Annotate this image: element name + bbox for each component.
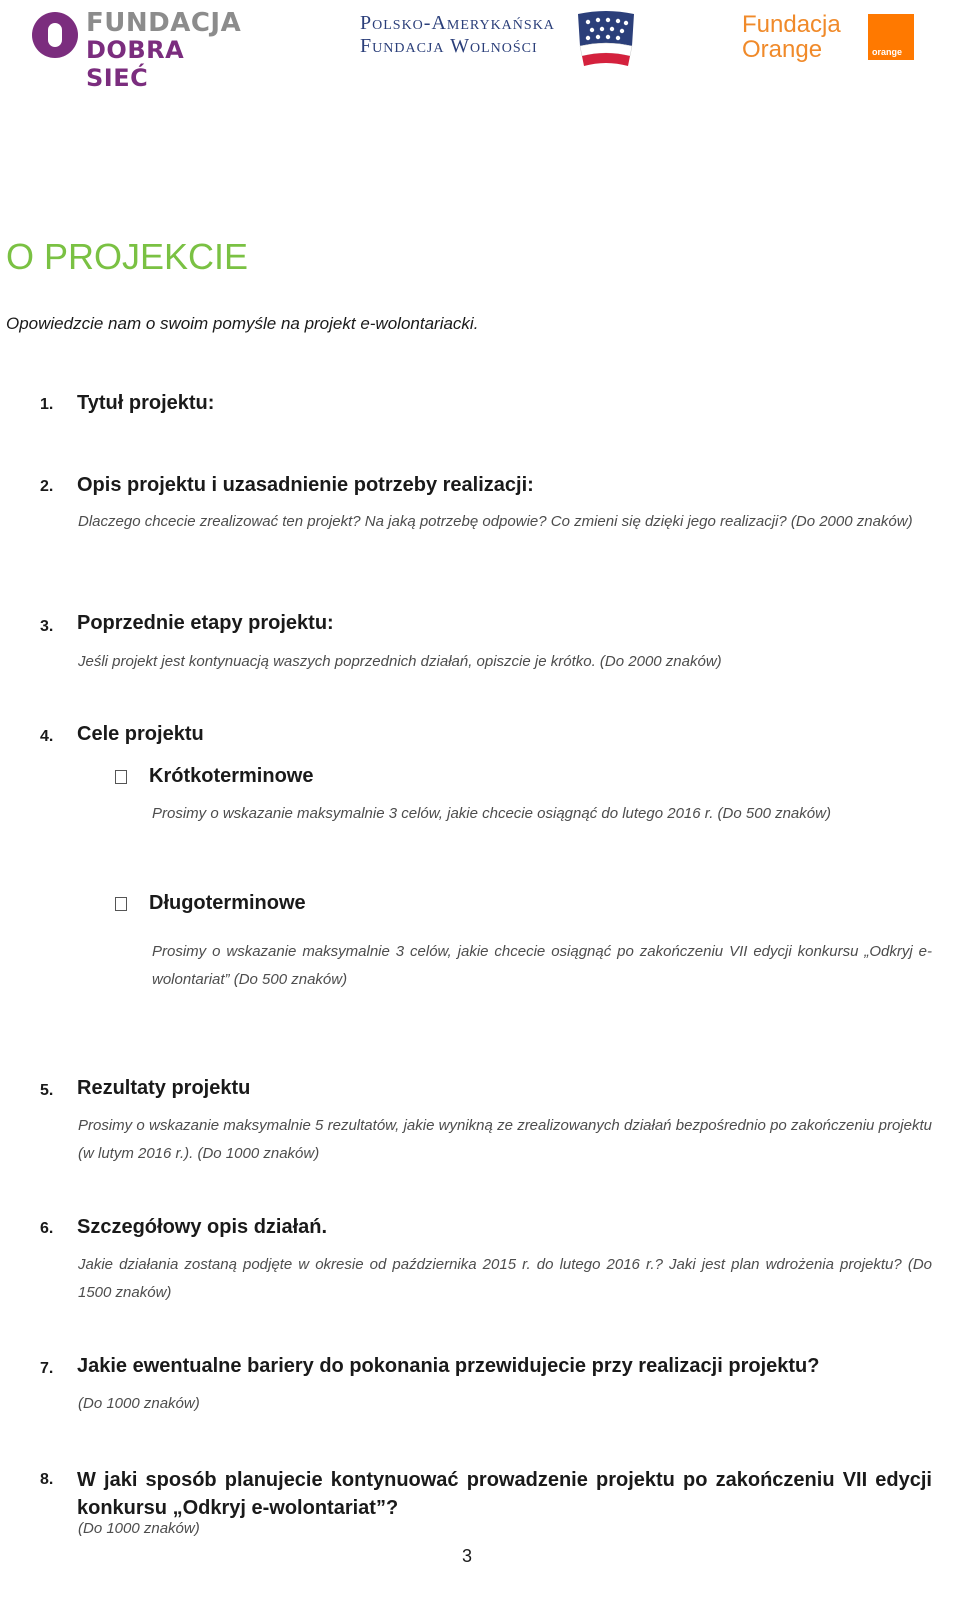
pafw-flag-icon bbox=[572, 10, 640, 68]
logo-dobra-line1: FUNDACJA bbox=[86, 8, 242, 38]
question-title: W jaki sposób planujecie kontynuować prowadzenie projektu po zakończeniu VII edycji konkursu „Odkryj e-wolontariat”? bbox=[77, 1469, 932, 1519]
question-hint: (Do 1000 znaków) bbox=[78, 1520, 200, 1537]
subgoal-hint: Prosimy o wskazanie maksymalnie 3 celów, jakie chcecie osiągnąć do lutego 2016 r. (Do 500 znaków) bbox=[152, 805, 831, 822]
question-title: Cele projektu bbox=[77, 723, 204, 745]
section-title: O PROJEKCIE bbox=[6, 236, 249, 277]
question-title: Jakie ewentualne bariery do pokonania przewidujecie przy realizacji projektu? bbox=[77, 1355, 820, 1377]
page-number: 3 bbox=[462, 1546, 473, 1566]
question-number: 2. bbox=[40, 478, 54, 495]
question-hint: (Do 1000 znaków) bbox=[78, 1395, 200, 1412]
logo-pafw-line1: Polsko-Amerykańska bbox=[360, 12, 555, 34]
question-title: Rezultaty projektu bbox=[77, 1077, 251, 1099]
orange-box-label: orange bbox=[872, 47, 903, 57]
question-number: 3. bbox=[40, 618, 54, 635]
subgoal-title: Krótkoterminowe bbox=[149, 765, 314, 787]
question-title: Opis projektu i uzasadnienie potrzeby realizacji: bbox=[77, 474, 534, 496]
section-intro: Opowiedzcie nam o swoim pomyśle na projekt e-wolontariacki. bbox=[6, 314, 479, 333]
logo-orange-line1: Fundacja bbox=[742, 11, 841, 38]
question-hint: Jakie działania zostaną podjęte w okresie od października 2015 r. do lutego 2016 r.? Jaki jest plan wdrożenia projektu? (Do 1500 znaków) bbox=[78, 1256, 932, 1301]
logo-fundacja-dobra-siec bbox=[32, 8, 242, 92]
question-hint: Jeśli projekt jest kontynuacją waszych poprzednich działań, opiszcie je krótko. (Do 2000 znaków) bbox=[78, 653, 722, 670]
question-hint: Dlaczego chcecie zrealizować ten projekt? Na jaką potrzebę odpowie? Co zmieni się dzięki jego realizacji? (Do 2000 znaków) bbox=[78, 513, 913, 530]
question-number: 7. bbox=[40, 1360, 54, 1377]
question-number: 5. bbox=[40, 1082, 54, 1099]
question-number: 1. bbox=[40, 396, 54, 413]
question-number: 6. bbox=[40, 1220, 54, 1237]
question-title: Tytuł projektu: bbox=[77, 392, 215, 414]
question-title: Poprzednie etapy projektu: bbox=[77, 612, 334, 634]
question-title: Szczegółowy opis działań. bbox=[77, 1216, 328, 1238]
logo-dobra-line2: DOBRA SIEĆ bbox=[86, 36, 185, 92]
orange-square-icon bbox=[868, 14, 914, 60]
dobra-siec-emblem-icon bbox=[32, 12, 78, 58]
question-number: 8. bbox=[40, 1471, 54, 1488]
logo-fundacja-orange bbox=[742, 12, 922, 72]
logo-orange-line2: Orange bbox=[742, 36, 823, 63]
question-number: 4. bbox=[40, 728, 54, 745]
logo-pafw-line2: Fundacja Wolności bbox=[360, 35, 538, 57]
logo-pafw bbox=[360, 10, 650, 70]
checkbox-icon[interactable] bbox=[115, 897, 127, 911]
checkbox-icon[interactable] bbox=[115, 770, 127, 784]
subgoal-hint: Prosimy o wskazanie maksymalnie 3 celów, jakie chcecie osiągnąć po zakończeniu VII edycji konkursu „Odkryj e-wolontariat” (Do 500 znaków) bbox=[152, 943, 932, 988]
subgoal-title: Długoterminowe bbox=[149, 892, 306, 914]
question-hint: Prosimy o wskazanie maksymalnie 5 rezultatów, jakie wynikną ze zrealizowanych działań bezpośrednio po zakończeniu projektu (w lutym 2016 r.). (Do 1000 znaków) bbox=[78, 1117, 932, 1162]
